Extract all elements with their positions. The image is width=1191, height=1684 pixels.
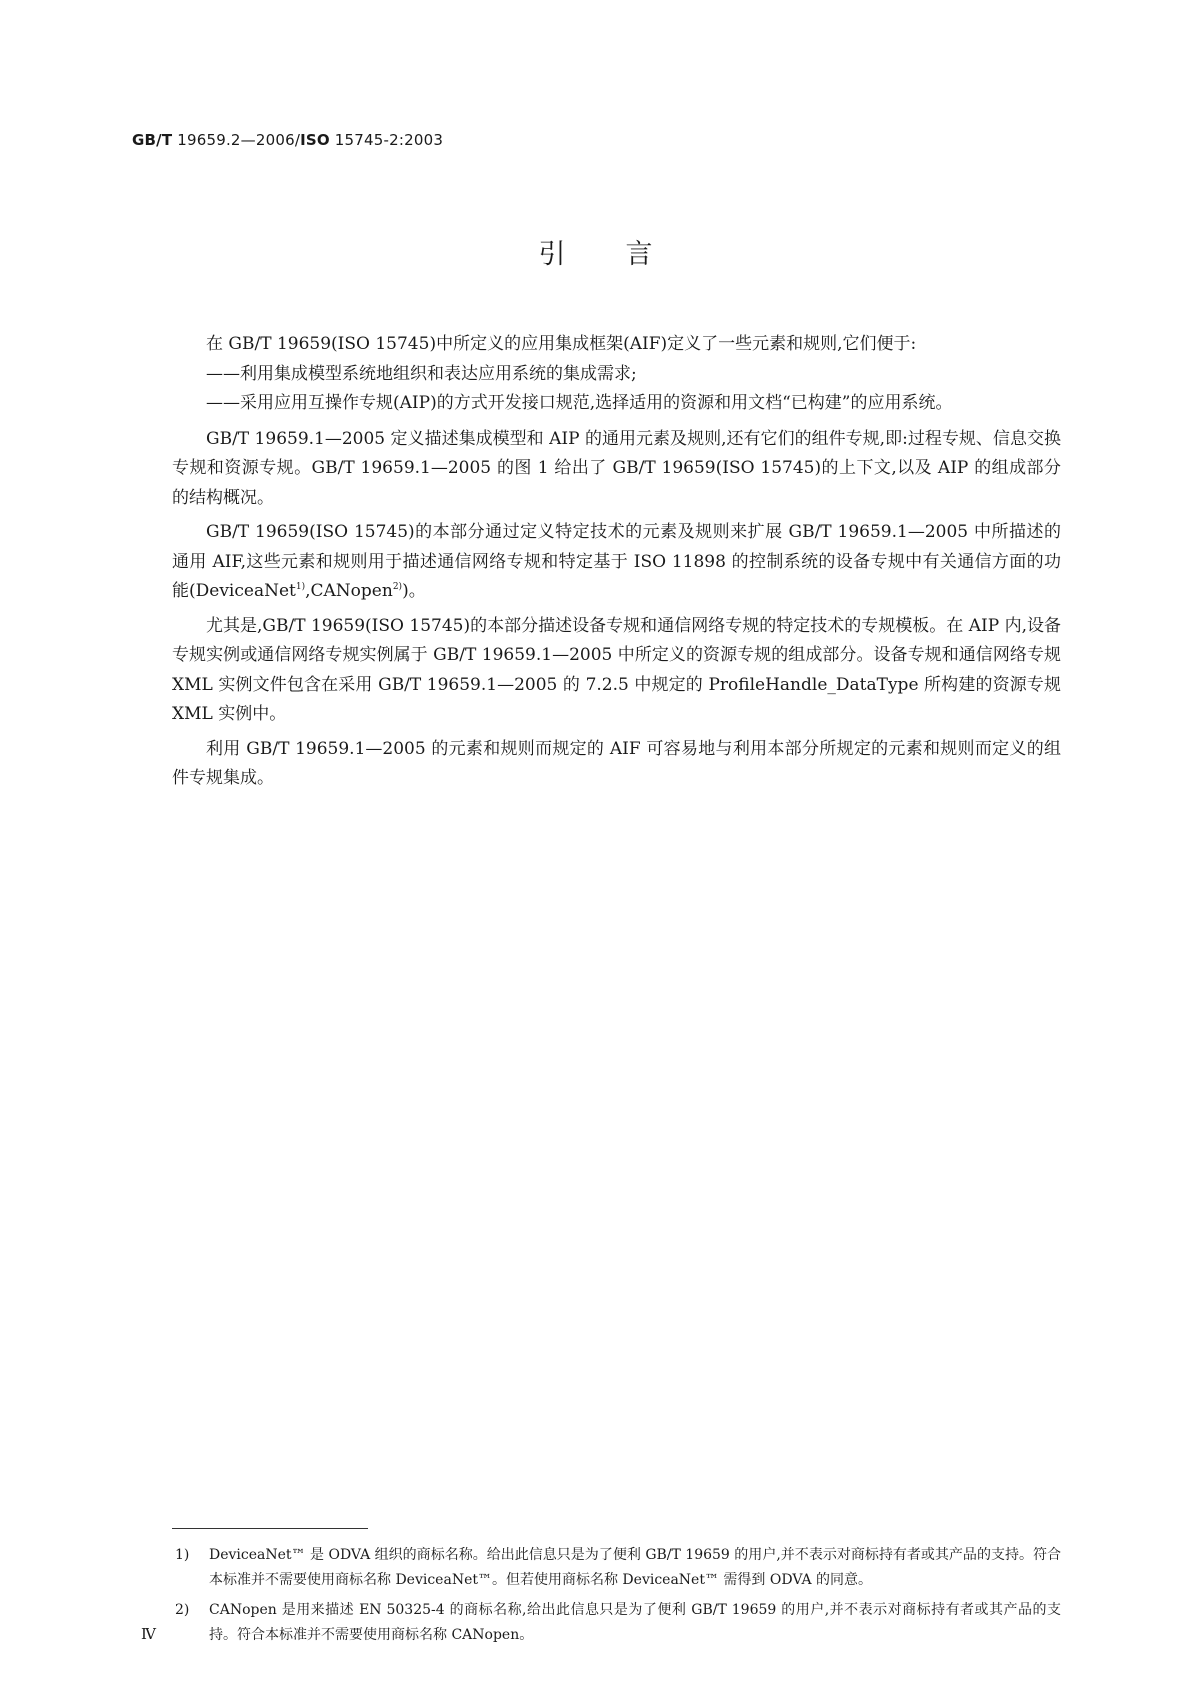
footnote-number: 1) [175,1547,190,1563]
intro-lead: 在 GB/T 19659(ISO 15745)中所定义的应用集成框架(AIF)定义了一些元素和规则,它们便于: [206,334,917,354]
paragraph-3: 尤其是,GB/T 19659(ISO 15745)的本部分描述设备专规和通信网络专规的特定技术的专规模板。在 AIP 内,设备专规实例或通信网络专规实例属于 GB/T 19659.1—2005 中所定义的资源专规的组成部分。设备专规和通信网络专规 XML 实例文件包含在采用 GB/T 19659.1—2005 的 7.2.5 中规定的 ProfileHandle_DataType 所构建的资源专规 XML 实例中。 [172,615,1061,724]
standard-header [132,131,443,149]
iso-number: 15745-2:2003 [329,131,444,149]
footnote-text: DeviceaNet™ 是 ODVA 组织的商标名称。给出此信息只是为了便利 GB/T 19659 的用户,并不表示对商标持有者或其产品的支持。符合本标准并不需要使用商标名称 DeviceaNet™。但若使用商标名称 DeviceaNet™ 需得到 ODVA 的同意。 [209,1547,1061,1588]
footnote-divider [172,1528,368,1529]
paragraph-2-text-c: )。 [402,581,426,601]
page-number: Ⅳ [141,1625,156,1643]
intro-bullet-2: ——采用应用互操作专规(AIP)的方式开发接口规范,选择适用的资源和用文档“已构建”的应用系统。 [206,393,953,413]
footnote-ref-1: 1) [295,582,306,592]
paragraph-2-text-b: ,CANopen [305,581,393,601]
footnote-number: 2) [175,1602,190,1618]
footnote-ref-2: 2) [392,582,403,592]
body-text [172,330,1061,799]
page-title: 引言 [538,239,713,270]
intro-bullet-list [172,360,1061,419]
paragraph-2-text-a: GB/T 19659(ISO 15745)的本部分通过定义特定技术的元素及规则来扩展 GB/T 19659.1—2005 中所描述的通用 AIF,这些元素和规则用于描述通信网络专规和特定基于 ISO 11898 的控制系统的设备专规中有关通信方面的功能(DeviceaNet [172,522,1061,601]
standard-prefix: GB/T [132,131,173,149]
paragraph-4: 利用 GB/T 19659.1—2005 的元素和规则而规定的 AIF 可容易地与利用本部分所规定的元素和规则而定义的组件专规集成。 [172,738,1061,788]
paragraph-2 [172,518,1061,607]
iso-prefix: ISO [300,131,330,149]
footnote-item [172,1543,1061,1593]
footnote-text: CANopen 是用来描述 EN 50325-4 的商标名称,给出此信息只是为了便利 GB/T 19659 的用户,并不表示对商标持有者或其产品的支持。符合本标准并不需要使用商标名称 CANopen。 [209,1602,1061,1643]
footnotes [172,1543,1061,1653]
footnote-item [172,1598,1061,1648]
paragraph-1: GB/T 19659.1—2005 定义描述集成模型和 AIP 的通用元素及规则,还有它们的组件专规,即:过程专规、信息交换专规和资源专规。GB/T 19659.1—2005 的图 1 给出了 GB/T 19659(ISO 15745)的上下文,以及 AIP 的组成部分的结构概况。 [172,428,1061,508]
intro-bullet-1: ——利用集成模型系统地组织和表达应用系统的集成需求; [206,363,637,384]
standard-number: 19659.2—2006/ [172,131,301,149]
